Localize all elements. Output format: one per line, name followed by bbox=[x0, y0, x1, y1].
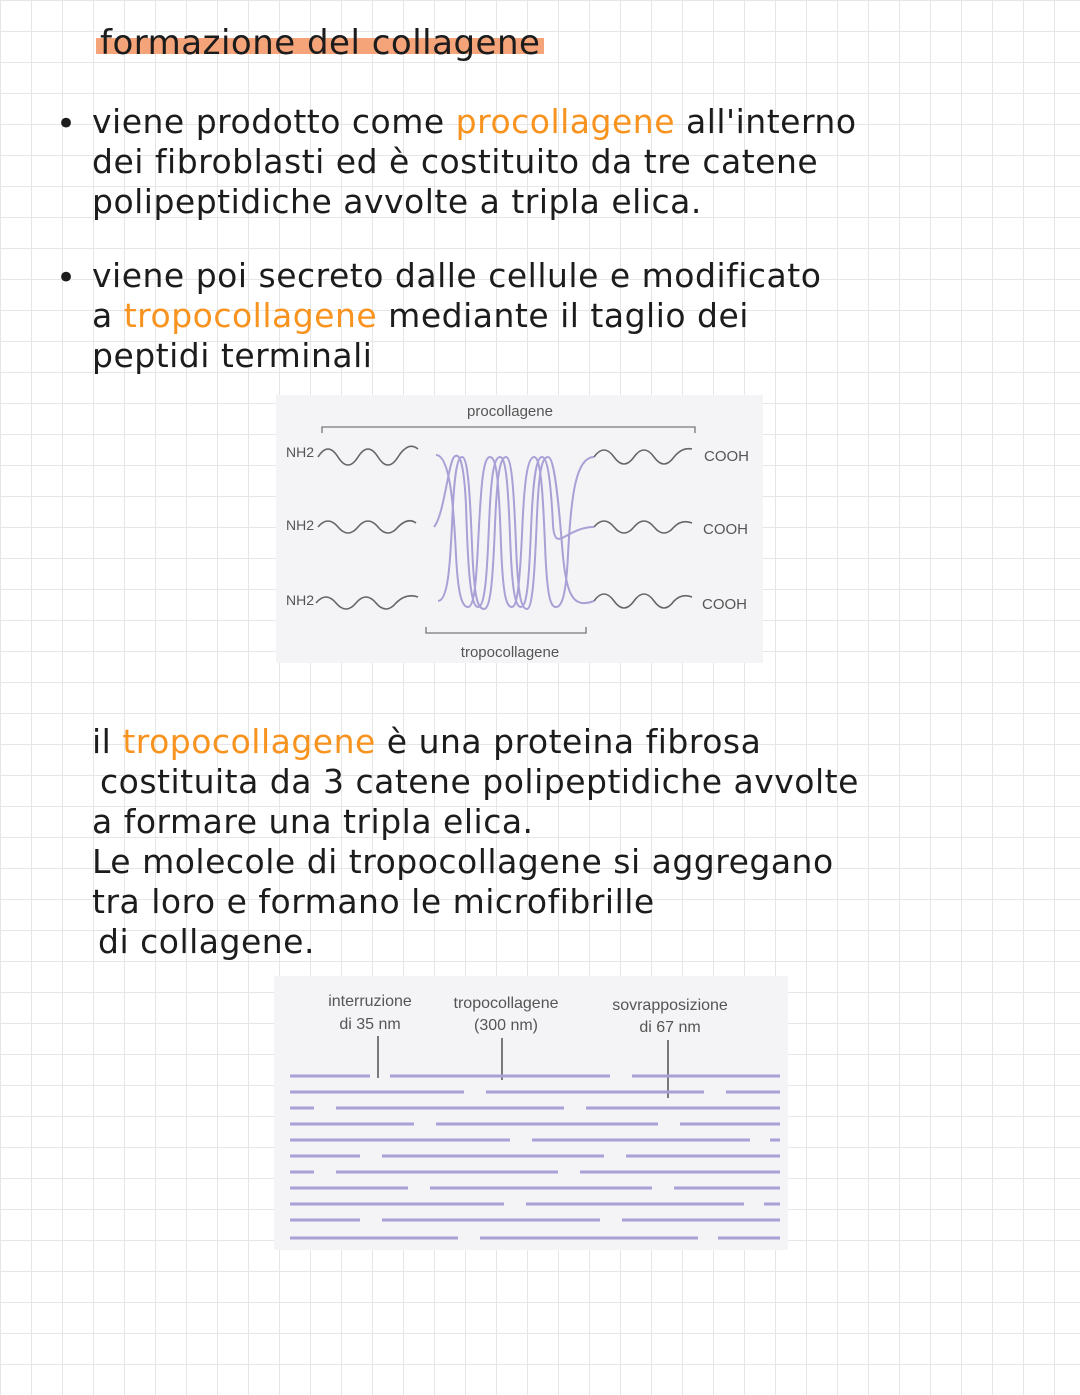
interruption-label-line-1: interruzione bbox=[328, 993, 412, 1010]
term-procollagene: procollagene bbox=[455, 102, 675, 141]
title-text: formazione del collagene bbox=[96, 23, 544, 63]
term-tropocollagene-2: tropocollagene bbox=[122, 722, 376, 761]
chain-2-n-terminal bbox=[318, 521, 416, 533]
paragraph-line-2: costituita da 3 catene polipeptidiche avvolte bbox=[100, 762, 859, 801]
bullet-2-line-1: viene poi secreto dalle cellule e modificato bbox=[92, 256, 822, 295]
paragraph-text: è una proteina fibrosa bbox=[375, 722, 762, 761]
paragraph-line-5: tra loro e formano le microfibrille bbox=[92, 882, 655, 921]
nh2-label-2: NH2 bbox=[286, 517, 315, 533]
procollagen-diagram bbox=[276, 395, 763, 663]
procollagene-label: procollagene bbox=[467, 403, 553, 420]
tropocollagen-molecules bbox=[290, 1076, 780, 1238]
overlap-label-line-1: sovrapposizione bbox=[612, 997, 728, 1014]
triple-helix bbox=[434, 455, 594, 609]
bullet-2-text: mediante il taglio dei bbox=[377, 296, 749, 335]
tropocollagene-label: tropocollagene bbox=[460, 644, 560, 661]
paragraph-line-6: di collagene. bbox=[98, 922, 315, 961]
cooh-label-2: COOH bbox=[703, 521, 748, 538]
chain-2-c-terminal bbox=[594, 521, 692, 533]
nh2-label-3: NH2 bbox=[286, 592, 315, 608]
bullet-dot-1: • bbox=[56, 104, 77, 144]
cooh-label-1: COOH bbox=[704, 448, 749, 465]
paragraph-text: il bbox=[92, 722, 123, 761]
paragraph-line-4: Le molecole di tropocollagene si aggregano bbox=[92, 842, 834, 881]
bullet-1-text: all'interno bbox=[675, 102, 857, 141]
bullet-2-text: a bbox=[92, 296, 124, 335]
nh2-label-1: NH2 bbox=[286, 444, 315, 460]
bullet-dot-2: • bbox=[56, 258, 77, 298]
bullet-1-line-2: dei fibroblasti ed è costituito da tre catene bbox=[92, 142, 819, 181]
bullet-2-line-2 bbox=[92, 296, 749, 336]
microfibril-diagram bbox=[274, 976, 788, 1250]
tropocollagen-label-line-2: (300 nm) bbox=[473, 1017, 539, 1034]
bullet-1-line-1 bbox=[92, 102, 857, 142]
overlap-label-line-2: di 67 nm bbox=[639, 1019, 701, 1036]
paragraph-line-3: a formare una tripla elica. bbox=[92, 802, 534, 841]
bullet-2-line-3: peptidi terminali bbox=[92, 336, 373, 375]
paragraph-line-1 bbox=[92, 722, 761, 762]
chain-3-c-terminal bbox=[594, 594, 692, 608]
cooh-label-3: COOH bbox=[702, 596, 747, 613]
tropocollagen-label-line-1: tropocollagene bbox=[453, 995, 559, 1012]
chain-1-c-terminal bbox=[594, 449, 692, 464]
page-title bbox=[96, 20, 544, 66]
procollagene-bracket bbox=[322, 427, 695, 433]
bullet-1-text: viene prodotto come bbox=[92, 102, 456, 141]
tropocollagene-bracket bbox=[426, 627, 586, 633]
chain-1-n-terminal bbox=[318, 446, 418, 465]
interruption-label-line-2: di 35 nm bbox=[339, 1016, 401, 1033]
chain-3-n-terminal bbox=[316, 596, 418, 609]
bullet-1-line-3: polipeptidiche avvolte a tripla elica. bbox=[92, 182, 702, 221]
term-tropocollagene: tropocollagene bbox=[123, 296, 378, 335]
